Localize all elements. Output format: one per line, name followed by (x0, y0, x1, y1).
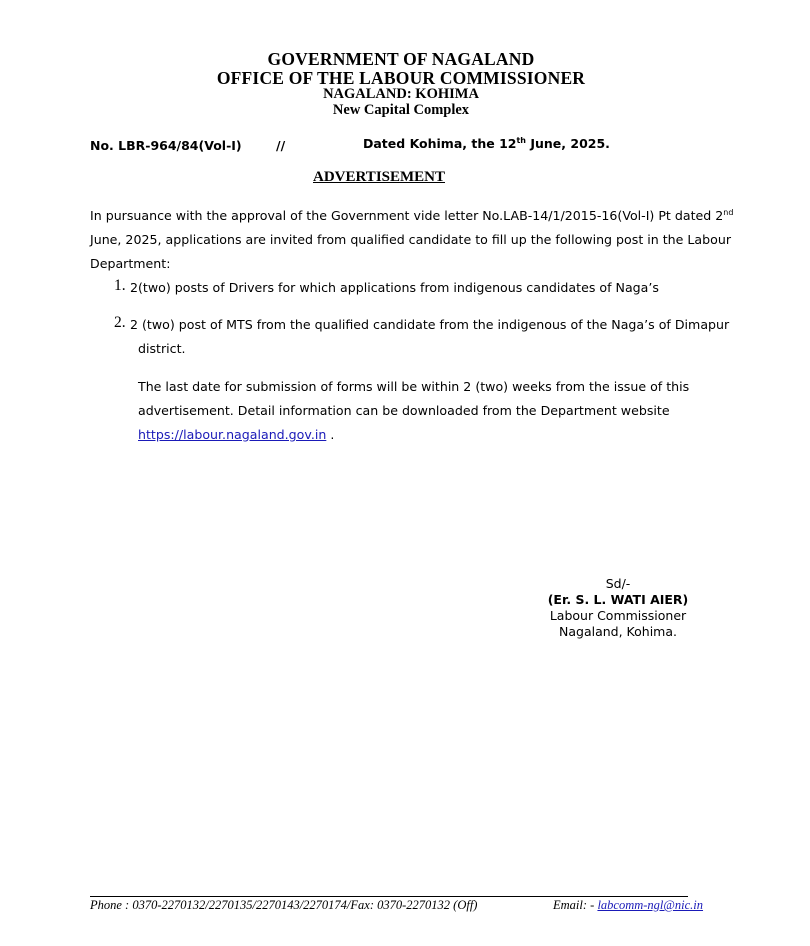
header-complex: New Capital Complex (332, 102, 470, 118)
email-link[interactable]: labcomm-ngl@nic.in (597, 898, 704, 912)
signatory-designation: Labour Commissioner (549, 608, 687, 623)
closing-line-3 (138, 423, 718, 447)
signature-block (538, 576, 698, 640)
reference-number: No. LBR-964/84(Vol-I) (90, 138, 242, 153)
advertisement-title: ADVERTISEMENT (313, 169, 445, 185)
date-sup: th (516, 136, 526, 145)
signatory-name: (Er. S. L. WATI AIER) (547, 592, 689, 607)
closing-line-1: The last date for submission of forms will be within 2 (two) weeks from the issue of this (138, 379, 690, 394)
list-item-continuation: district. (138, 341, 186, 356)
list-item: 2(two) posts of Drivers for which applications from indigenous candidates of Naga’s (130, 280, 659, 295)
footer-phone: Phone : 0370-2270132/2270135/2270143/2270174/Fax: 0370-2270132 (Off) (90, 898, 478, 912)
closing-paragraph (138, 375, 718, 447)
reference-separator: // (276, 138, 286, 153)
intro-paragraph (90, 204, 734, 276)
list-item-number: 2. (114, 314, 126, 331)
intro-line-2: June, 2025, applications are invited from qualified candidate to fill up the following post in the Labour (90, 232, 732, 247)
reference-date (363, 136, 610, 151)
intro-line-3: Department: (90, 256, 171, 271)
footer-divider (90, 896, 688, 897)
header-government: GOVERNMENT OF NAGALAND (267, 49, 535, 69)
footer-email-label: Email: - (553, 898, 598, 912)
closing-period: . (326, 427, 335, 442)
header-location: NAGALAND: KOHIMA (323, 86, 479, 102)
header-office: OFFICE OF THE LABOUR COMMISSIONER (216, 68, 586, 88)
list-item-number: 1. (114, 277, 126, 294)
department-website-link[interactable]: https://labour.nagaland.gov.in (138, 427, 327, 442)
signatory-place: Nagaland, Kohima. (559, 624, 677, 639)
intro-line-1: In pursuance with the approval of the Government vide letter No.LAB-14/1/2015-16(Vol-I) Pt dated 2nd (90, 207, 734, 223)
list-item: 2 (two) post of MTS from the qualified candidate from the indigenous of the Naga’s of Dimapur (130, 317, 730, 332)
footer-email (553, 898, 703, 913)
date-suffix: June, 2025. (526, 136, 610, 152)
signature-sd: Sd/- (605, 576, 631, 591)
date-prefix: Dated Kohima, the 12 (363, 136, 517, 152)
closing-line-2: advertisement. Detail information can be downloaded from the Department website (138, 403, 670, 418)
